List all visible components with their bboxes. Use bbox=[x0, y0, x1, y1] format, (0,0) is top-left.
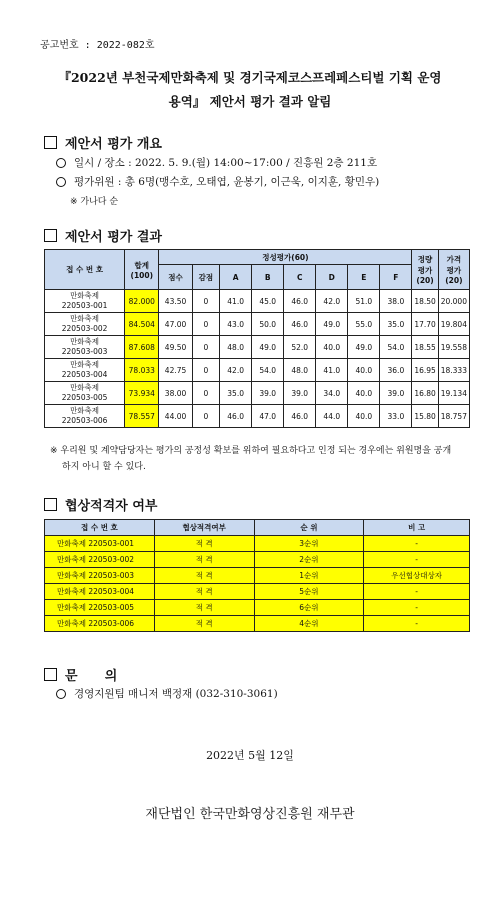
cell-quant: 17.70 bbox=[412, 313, 438, 336]
cell-c: 46.0 bbox=[284, 313, 316, 336]
table-row bbox=[45, 359, 470, 382]
cell-c: 46.0 bbox=[284, 290, 316, 313]
header-col-c: C bbox=[284, 265, 316, 290]
header-remark: 비 고 bbox=[364, 520, 470, 536]
cell-quant: 18.55 bbox=[412, 336, 438, 359]
cell-id: 만화축제 220503-006 bbox=[45, 616, 155, 632]
section-heading-text: 제안서 평가 개요 bbox=[65, 137, 162, 152]
table-row bbox=[45, 600, 470, 616]
cell-id: 만화축제 220503-001 bbox=[45, 290, 125, 313]
cell-a: 41.0 bbox=[220, 290, 252, 313]
cell-b: 49.0 bbox=[252, 336, 284, 359]
cell-price: 18.757 bbox=[438, 405, 469, 428]
header-price: 가격 평가 (20) bbox=[438, 250, 469, 290]
cell-score: 38.00 bbox=[159, 382, 192, 405]
cell-id: 만화축제 220503-006 bbox=[45, 405, 125, 428]
cell-deduction: 0 bbox=[192, 313, 219, 336]
cell-rank: 5순위 bbox=[254, 584, 364, 600]
square-icon bbox=[44, 498, 57, 511]
header-col-d: D bbox=[316, 265, 348, 290]
disclosure-note-line-2: 하지 아니 할 수 있다. bbox=[62, 462, 146, 472]
cell-a: 35.0 bbox=[220, 382, 252, 405]
cell-score: 43.50 bbox=[159, 290, 192, 313]
cell-d: 49.0 bbox=[316, 313, 348, 336]
cell-f: 54.0 bbox=[380, 336, 412, 359]
document-date: 2022년 5월 12일 bbox=[206, 749, 294, 762]
header-receipt-number: 접 수 번 호 bbox=[45, 520, 155, 536]
header-eligibility: 협상적격여부 bbox=[154, 520, 254, 536]
cell-d: 41.0 bbox=[316, 359, 348, 382]
cell-price: 19.134 bbox=[438, 382, 469, 405]
cell-a: 43.0 bbox=[220, 313, 252, 336]
cell-rank: 6순위 bbox=[254, 600, 364, 616]
document-title bbox=[20, 66, 480, 114]
cell-total: 87.608 bbox=[125, 336, 159, 359]
cell-d: 42.0 bbox=[316, 290, 348, 313]
table-row bbox=[45, 313, 470, 336]
cell-f: 33.0 bbox=[380, 405, 412, 428]
cell-rank: 1순위 bbox=[254, 568, 364, 584]
cell-score: 42.75 bbox=[159, 359, 192, 382]
cell-a: 42.0 bbox=[220, 359, 252, 382]
cell-b: 45.0 bbox=[252, 290, 284, 313]
cell-e: 49.0 bbox=[348, 336, 380, 359]
header-score: 점수 bbox=[159, 265, 192, 290]
cell-a: 46.0 bbox=[220, 405, 252, 428]
table-row bbox=[45, 568, 470, 584]
table-row bbox=[45, 336, 470, 359]
eligibility-table bbox=[44, 519, 470, 632]
cell-price: 18.333 bbox=[438, 359, 469, 382]
cell-score: 49.50 bbox=[159, 336, 192, 359]
square-icon bbox=[44, 229, 57, 242]
alphabetical-note: ※ 가나다 순 bbox=[70, 197, 119, 207]
cell-deduction: 0 bbox=[192, 382, 219, 405]
section-inquiry-heading bbox=[44, 665, 117, 684]
evaluators-item bbox=[56, 174, 379, 189]
cell-rank: 4순위 bbox=[254, 616, 364, 632]
cell-c: 46.0 bbox=[284, 405, 316, 428]
announcement-number: 공고번호 : 2022-082호 bbox=[40, 40, 155, 51]
cell-c: 48.0 bbox=[284, 359, 316, 382]
section-results-heading bbox=[44, 226, 162, 245]
cell-price: 19.804 bbox=[438, 313, 469, 336]
cell-id: 만화축제 220503-005 bbox=[45, 382, 125, 405]
table-row bbox=[45, 552, 470, 568]
cell-c: 39.0 bbox=[284, 382, 316, 405]
contact-text: 경영지원팀 매니저 백정재 (032-310-3061) bbox=[74, 688, 278, 700]
cell-total: 78.557 bbox=[125, 405, 159, 428]
square-icon bbox=[44, 668, 57, 681]
table-row bbox=[45, 290, 470, 313]
cell-f: 39.0 bbox=[380, 382, 412, 405]
cell-id: 만화축제 220503-001 bbox=[45, 536, 155, 552]
cell-b: 47.0 bbox=[252, 405, 284, 428]
schedule-text: 일시 / 장소 : 2022. 5. 9.(월) 14:00~17:00 / 진흥원 2층 211호 bbox=[74, 157, 378, 169]
cell-eligibility: 적 격 bbox=[154, 584, 254, 600]
cell-eligibility: 적 격 bbox=[154, 616, 254, 632]
section-heading-text: 제안서 평가 결과 bbox=[65, 230, 162, 245]
section-heading-text: 문 의 bbox=[65, 669, 118, 684]
cell-remark: - bbox=[364, 616, 470, 632]
cell-id: 만화축제 220503-005 bbox=[45, 600, 155, 616]
cell-remark: - bbox=[364, 536, 470, 552]
cell-rank: 2순위 bbox=[254, 552, 364, 568]
disclosure-note-line-1: ※ 우리원 및 계약담당자는 평가의 공정성 확보를 위하여 필요하다고 인정 되는 경우에는 위원명을 공개 bbox=[50, 446, 452, 456]
title-line-1: 『2022년 부천국제만화축제 및 경기국제코스프레페스티벌 기획 운영 bbox=[58, 70, 442, 85]
cell-d: 40.0 bbox=[316, 336, 348, 359]
circle-bullet-icon bbox=[56, 177, 66, 187]
cell-total: 73.934 bbox=[125, 382, 159, 405]
cell-remark: - bbox=[364, 600, 470, 616]
cell-d: 44.0 bbox=[316, 405, 348, 428]
cell-f: 38.0 bbox=[380, 290, 412, 313]
cell-quant: 16.95 bbox=[412, 359, 438, 382]
cell-remark: - bbox=[364, 584, 470, 600]
cell-rank: 3순위 bbox=[254, 536, 364, 552]
cell-price: 20.000 bbox=[438, 290, 469, 313]
cell-e: 55.0 bbox=[348, 313, 380, 336]
header-rank: 순 위 bbox=[254, 520, 364, 536]
header-total: 합계 (100) bbox=[125, 250, 159, 290]
header-col-f: F bbox=[380, 265, 412, 290]
table-row bbox=[45, 616, 470, 632]
table-row bbox=[45, 405, 470, 428]
header-col-a: A bbox=[220, 265, 252, 290]
cell-e: 51.0 bbox=[348, 290, 380, 313]
cell-eligibility: 적 격 bbox=[154, 568, 254, 584]
cell-quant: 18.50 bbox=[412, 290, 438, 313]
cell-remark: - bbox=[364, 552, 470, 568]
header-qualitative: 정성평가(60) bbox=[159, 250, 412, 265]
cell-deduction: 0 bbox=[192, 336, 219, 359]
circle-bullet-icon bbox=[56, 689, 66, 699]
table-row bbox=[45, 536, 470, 552]
evaluators-text: 평가위원 : 총 6명(맹수호, 오태엽, 윤봉기, 이근욱, 이지훈, 황민우) bbox=[74, 176, 380, 188]
cell-eligibility: 적 격 bbox=[154, 536, 254, 552]
cell-id: 만화축제 220503-004 bbox=[45, 584, 155, 600]
header-quantitative: 정량 평가 (20) bbox=[412, 250, 438, 290]
header-receipt-number: 접 수 번 호 bbox=[45, 250, 125, 290]
cell-a: 48.0 bbox=[220, 336, 252, 359]
cell-e: 40.0 bbox=[348, 382, 380, 405]
section-heading-text: 협상적격자 여부 bbox=[65, 499, 158, 514]
header-col-b: B bbox=[252, 265, 284, 290]
cell-c: 52.0 bbox=[284, 336, 316, 359]
cell-score: 44.00 bbox=[159, 405, 192, 428]
cell-quant: 16.80 bbox=[412, 382, 438, 405]
contact-item bbox=[56, 686, 278, 701]
cell-f: 36.0 bbox=[380, 359, 412, 382]
cell-deduction: 0 bbox=[192, 290, 219, 313]
title-line-2: 용역』 제안서 평가 결과 알림 bbox=[168, 94, 332, 109]
header-col-e: E bbox=[348, 265, 380, 290]
table-row bbox=[45, 584, 470, 600]
cell-quant: 15.80 bbox=[412, 405, 438, 428]
cell-id: 만화축제 220503-002 bbox=[45, 313, 125, 336]
cell-total: 82.000 bbox=[125, 290, 159, 313]
cell-id: 만화축제 220503-002 bbox=[45, 552, 155, 568]
cell-d: 34.0 bbox=[316, 382, 348, 405]
cell-b: 50.0 bbox=[252, 313, 284, 336]
cell-id: 만화축제 220503-004 bbox=[45, 359, 125, 382]
section-overview-heading bbox=[44, 133, 162, 152]
cell-f: 35.0 bbox=[380, 313, 412, 336]
cell-total: 84.504 bbox=[125, 313, 159, 336]
cell-b: 39.0 bbox=[252, 382, 284, 405]
circle-bullet-icon bbox=[56, 158, 66, 168]
cell-e: 40.0 bbox=[348, 359, 380, 382]
issuing-organization: 재단법인 한국만화영상진흥원 재무관 bbox=[145, 807, 355, 822]
cell-eligibility: 적 격 bbox=[154, 552, 254, 568]
cell-score: 47.00 bbox=[159, 313, 192, 336]
cell-id: 만화축제 220503-003 bbox=[45, 336, 125, 359]
cell-deduction: 0 bbox=[192, 359, 219, 382]
cell-remark: 우선협상대상자 bbox=[364, 568, 470, 584]
evaluation-results-table bbox=[44, 249, 470, 428]
header-deduction: 감점 bbox=[192, 265, 219, 290]
section-eligibility-heading bbox=[44, 495, 157, 514]
table-row bbox=[45, 382, 470, 405]
cell-e: 40.0 bbox=[348, 405, 380, 428]
schedule-item bbox=[56, 155, 377, 170]
cell-id: 만화축제 220503-003 bbox=[45, 568, 155, 584]
cell-price: 19.558 bbox=[438, 336, 469, 359]
cell-deduction: 0 bbox=[192, 405, 219, 428]
cell-b: 54.0 bbox=[252, 359, 284, 382]
cell-eligibility: 적 격 bbox=[154, 600, 254, 616]
cell-total: 78.033 bbox=[125, 359, 159, 382]
square-icon bbox=[44, 136, 57, 149]
